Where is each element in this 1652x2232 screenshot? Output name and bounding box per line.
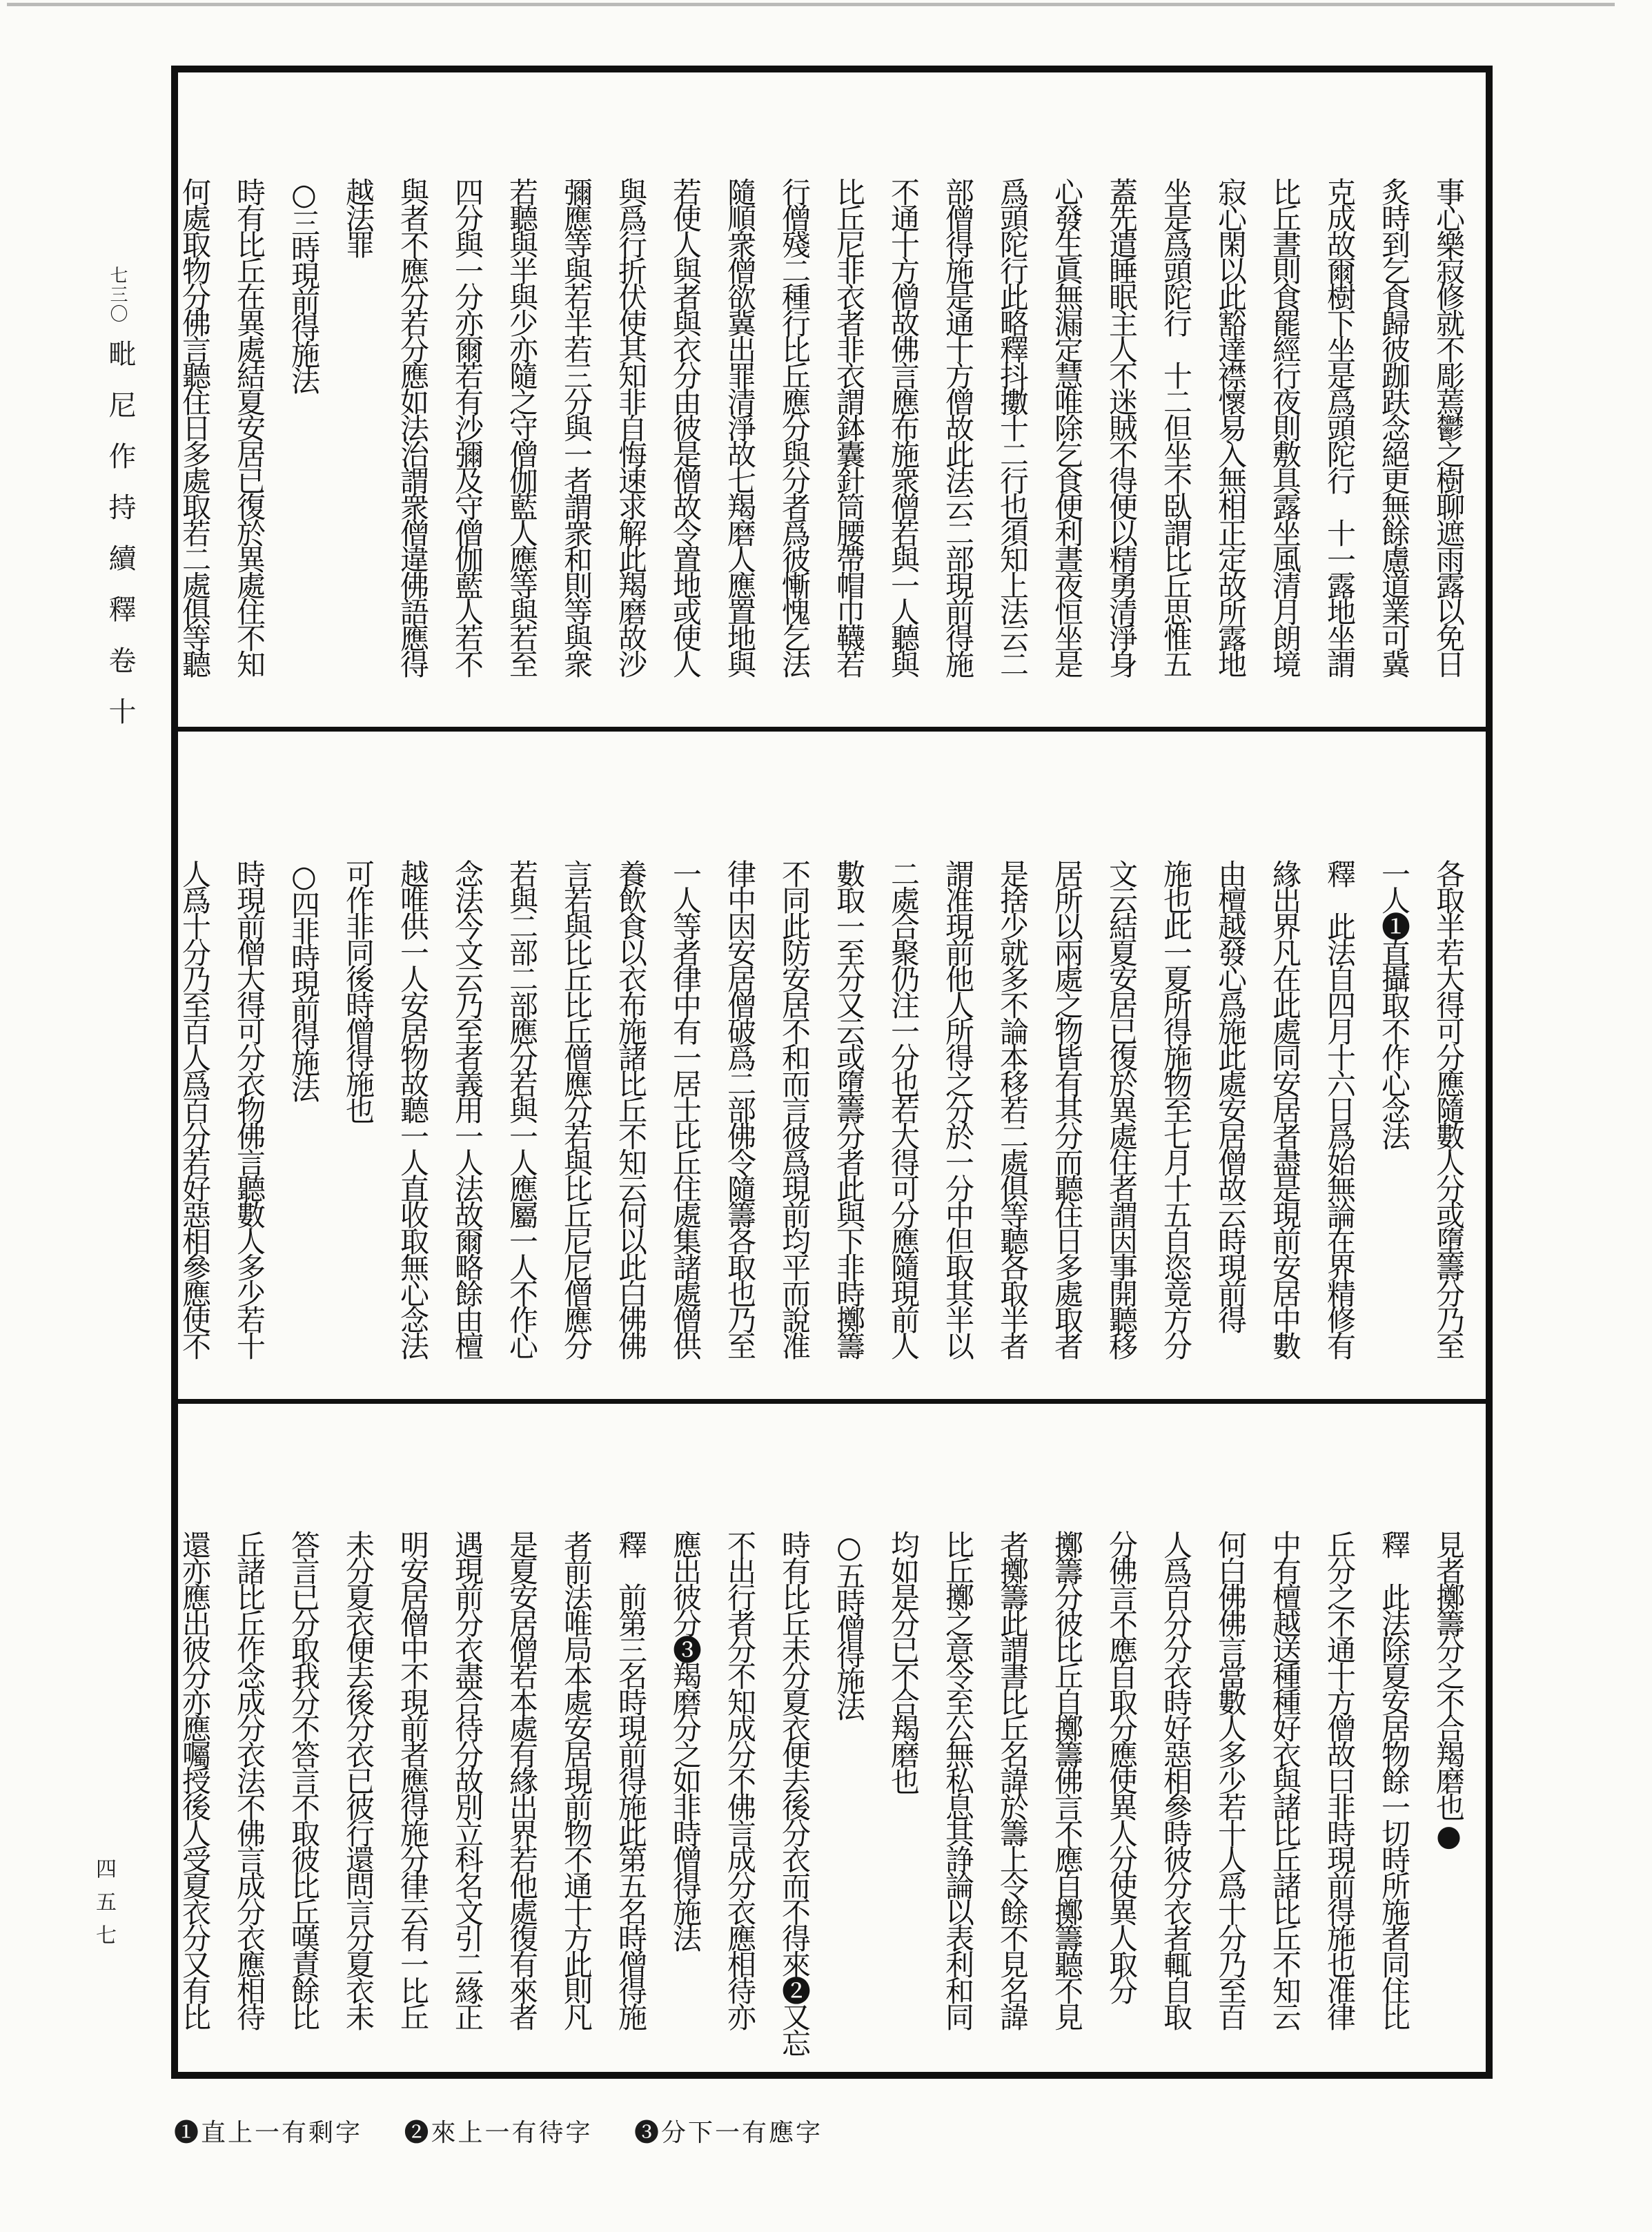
text-column: 見者擲籌分之不合羯磨也● bbox=[1432, 1530, 1466, 1850]
text-column: 行僧殘二種行比丘應分與分者爲彼慚愧乞法 bbox=[778, 177, 812, 676]
band-separator-rule bbox=[178, 727, 1486, 732]
text-column: 謂准現前他人所得之分於一分中但取其半以 bbox=[941, 859, 975, 1358]
text-column: 隨順衆僧欲冀出罪清淨故七羯磨人應置地與 bbox=[723, 177, 757, 676]
text-column: 緣出界凡在此處同安居者盡是現前安居中數 bbox=[1268, 859, 1302, 1358]
text-column: 各取半若大得可分應隨數人分或墮籌分乃至 bbox=[1432, 859, 1466, 1358]
text-column: 由檀越發心爲施此處安居僧故云時現前得 bbox=[1214, 859, 1248, 1331]
text-column: 答言已分取我分不答言不取彼比丘嘆責餘比 bbox=[287, 1530, 321, 2028]
text-column: 一人等者律中有一居士比丘住處集諸處僧供 bbox=[669, 859, 702, 1358]
text-column: 人爲百分分衣時好惡相參時彼分衣者輒自取 bbox=[1159, 1530, 1193, 2028]
text-column: 是捨少就多不論本移若二處俱等聽各取半者 bbox=[996, 859, 1030, 1358]
text-column: 文云結夏安居已復於異處住者謂因事開聽移 bbox=[1105, 859, 1139, 1358]
text-column: 可作非同後時僧得施也 bbox=[342, 859, 375, 1122]
text-column: 若與二部二部應分若與一人應屬一人不作心 bbox=[505, 859, 539, 1358]
text-column: 未分夏衣便去後分衣已彼行還問言分夏衣未 bbox=[342, 1530, 375, 2028]
text-column: 事心樂寂修就不彫蔫鬱之樹聊遮雨露以免日 bbox=[1432, 177, 1466, 676]
text-column: 言若與比丘比丘僧應分若與比丘尼尼僧應分 bbox=[560, 859, 593, 1358]
band-separator-rule bbox=[178, 1399, 1486, 1404]
text-column: 居所以兩處之物皆有其分而聽住日多處取者 bbox=[1050, 859, 1084, 1358]
text-column: 是夏安居僧若本處有緣出界若他處復有來者 bbox=[505, 1530, 539, 2028]
text-column: 寂心閑以此豁達襟懷易入無相正定故所露地 bbox=[1214, 177, 1248, 676]
text-column: 不同此防安居不和而言彼爲現前均平而說准 bbox=[778, 859, 812, 1358]
text-column: 丘分之不通十方僧故曰非時現前得施也准律 bbox=[1323, 1530, 1357, 2028]
margin-collation-number: 七三〇 bbox=[107, 266, 128, 324]
margin-book-title: 毗尼作持續釋卷十 bbox=[104, 340, 136, 748]
text-column: 時有比丘未分夏衣便去後分衣而不得來❷又忘 bbox=[778, 1530, 812, 2055]
text-column: 分佛言不應自取分應使異人分使異人取分 bbox=[1105, 1530, 1139, 2002]
text-column: 應出彼分❸羯磨分之如非時僧得施法 bbox=[669, 1530, 702, 1950]
text-band-bottom bbox=[178, 1530, 1476, 2089]
text-column: 與爲行折伏使其知非自悔速求解此羯磨故沙 bbox=[614, 177, 648, 676]
text-column: 彌應等與若半若三分與一者謂衆和則等與衆 bbox=[560, 177, 593, 676]
section-heading-column: ○四非時現前得施法 bbox=[287, 859, 321, 1100]
text-column: 與者不應分若分應如法治謂衆僧違佛語應得 bbox=[396, 177, 430, 676]
text-column: 克成故爾樹下坐是爲頭陀行 十一露地坐謂 bbox=[1323, 177, 1357, 676]
footnote-2: ❷來上一有待字 bbox=[404, 2119, 593, 2147]
text-column: 不通十方僧故佛言應布施衆僧若與一人聽與 bbox=[887, 177, 921, 676]
text-column: 均如是分已不合羯磨也 bbox=[887, 1530, 921, 1792]
text-column: 施也此一夏所得施物至七月十五自恣竟方分 bbox=[1159, 859, 1193, 1358]
text-column: 二處合聚仍注一分也若大得可分應隨現前人 bbox=[887, 859, 921, 1358]
text-column: 四分與一分亦爾若有沙彌及守僧伽藍人若不 bbox=[451, 177, 484, 676]
footnote-bar bbox=[174, 2113, 1485, 2148]
text-column: 心發生眞無漏定慧唯除乞食便利晝夜恒坐是 bbox=[1050, 177, 1084, 676]
footnote-1: ❶直上一有剩字 bbox=[174, 2119, 363, 2147]
text-column: 蓋先遣睡眠主人不迷賊不得便以精勇清淨身 bbox=[1105, 177, 1139, 676]
text-column: 釋 前第三名時現前得施此第五名時僧得施 bbox=[614, 1530, 648, 2028]
text-column: 律中因安居僧破爲二部佛令隨籌各取也乃至 bbox=[723, 859, 757, 1358]
text-column: 比丘擲之意令至公無私息其諍論以表利和同 bbox=[941, 1530, 975, 2028]
text-column: 一人❶直攝取不作心念法 bbox=[1377, 859, 1411, 1148]
text-column: 丘諸比丘作念成分衣法不佛言成分衣應相待 bbox=[233, 1530, 266, 2028]
text-column: 越法罪 bbox=[342, 177, 375, 256]
text-column: 數取一至分又云或墮籌分者此與下非時擲籌 bbox=[832, 859, 866, 1358]
text-column: 何白佛佛言當數人多少若十人爲十分乃至百 bbox=[1214, 1530, 1248, 2028]
text-column: 念法今文云乃至者義用一人法故爾略餘由檀 bbox=[451, 859, 484, 1358]
text-column: 者前法唯局本處安居現前物不通十方此則凡 bbox=[560, 1530, 593, 2028]
footnote-3: ❸分下一有應字 bbox=[633, 2119, 823, 2147]
section-heading-column: ○三時現前得施法 bbox=[287, 177, 321, 392]
page-number: 四五七 bbox=[92, 1858, 116, 1957]
text-column: 釋 此法除夏安居物餘一切時所施者同住比 bbox=[1377, 1530, 1411, 2028]
section-heading-column: ○五時僧得施法 bbox=[832, 1530, 866, 1719]
text-column: 還亦應出彼分亦應囑授後人受夏衣分又有比 bbox=[178, 1530, 212, 2028]
text-band-middle bbox=[178, 859, 1476, 1418]
text-column: 何處取物分佛言聽住日多處取若二處俱等聽 bbox=[178, 177, 212, 676]
text-column: 比丘晝則食罷經行夜則敷具露坐風清月朗境 bbox=[1268, 177, 1302, 676]
text-column: 遇現前分衣盡合待分故別立科名文引二緣正 bbox=[451, 1530, 484, 2028]
page-frame bbox=[171, 66, 1493, 2079]
text-column: 人爲十分乃至百人爲百分若好惡相參應使不 bbox=[178, 859, 212, 1358]
text-column: 擲籌分彼比丘自擲籌佛言不應自擲籌聽不見 bbox=[1050, 1530, 1084, 2028]
text-column: 炙時到乞食歸彼跏趺念絕更無餘慮道業可冀 bbox=[1377, 177, 1411, 676]
text-band-top bbox=[178, 177, 1476, 736]
scan-artifact-streak bbox=[7, 3, 1615, 6]
text-column: 中有檀越送種種好衣與諸比丘諸比丘不知云 bbox=[1268, 1530, 1302, 2028]
text-column: 越唯供一人安居物故聽一人直收取無心念法 bbox=[396, 859, 430, 1358]
text-column: 時有比丘在異處結夏安居已復於異處住不知 bbox=[233, 177, 266, 676]
text-column: 坐是爲頭陀行 十二但坐不臥謂比丘思惟五 bbox=[1159, 177, 1193, 676]
text-column: 爲頭陀行此略釋抖擻十二行也須知上法云二 bbox=[996, 177, 1030, 676]
text-column: 若聽與半與少亦隨之守僧伽藍人應等與若至 bbox=[505, 177, 539, 676]
text-column: 明安居僧中不現前者應得施分律云有一比丘 bbox=[396, 1530, 430, 2028]
text-column: 時現前僧大得可分衣物佛言聽數人多少若十 bbox=[233, 859, 266, 1358]
text-column: 若使人與者與衣分由彼是僧故令置地或使人 bbox=[669, 177, 702, 676]
text-column: 不出行者分不知成分不佛言成分衣應相待亦 bbox=[723, 1530, 757, 2028]
text-column: 部僧得施是通十方僧故此法云二部現前得施 bbox=[941, 177, 975, 676]
text-column: 釋 此法自四月十六日爲始無論在界精修有 bbox=[1323, 859, 1357, 1358]
text-column: 者擲籌此謂書比丘名諱於籌上令餘不見名諱 bbox=[996, 1530, 1030, 2028]
text-column: 比丘尼非衣者非衣謂鉢囊針筒腰帶帽巾韈若 bbox=[832, 177, 866, 676]
text-column: 養飲食以衣布施諸比丘不知云何以此白佛佛 bbox=[614, 859, 648, 1358]
